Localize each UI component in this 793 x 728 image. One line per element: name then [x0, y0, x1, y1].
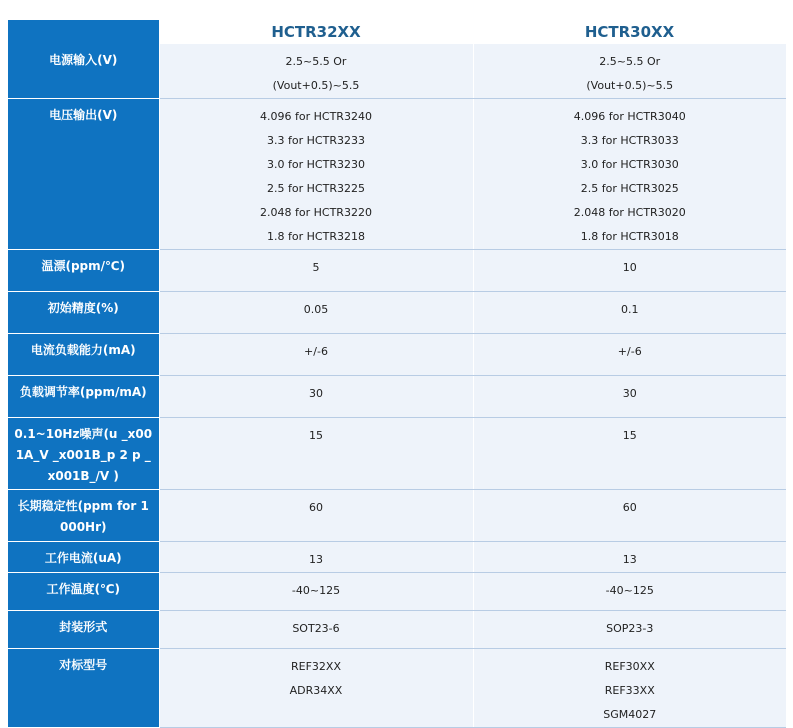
cell-value: REF33XX [604, 684, 655, 697]
cell-value: ADR34XX [289, 684, 343, 697]
cell-hctr32xx [159, 542, 473, 573]
table-row [8, 542, 786, 573]
table-row [8, 99, 786, 250]
cell-hctr30xx [473, 376, 786, 418]
header-hctr32xx: HCTR32XX [159, 20, 473, 44]
header-corner [8, 20, 159, 44]
cell-value: -40~125 [605, 584, 654, 597]
cell-value: 0.05 [303, 303, 329, 316]
cell-value: +/-6 [304, 345, 328, 358]
row-label: 负载调节率(ppm/mA) [8, 376, 159, 418]
cell-hctr30xx [473, 99, 786, 250]
cell-hctr30xx [473, 490, 786, 542]
cell-value: 13 [309, 553, 323, 566]
row-label: 工作温度(℃) [8, 573, 159, 611]
row-label: 长期稳定性(ppm for 1000Hr) [8, 490, 159, 542]
cell-value: 2.5 for HCTR3025 [580, 182, 679, 195]
row-label: 工作电流(uA) [8, 542, 159, 573]
cell-value: 4.096 for HCTR3240 [260, 110, 372, 123]
cell-value: 3.0 for HCTR3230 [267, 158, 365, 171]
cell-value: SOP23-3 [606, 622, 654, 635]
table-row [8, 250, 786, 292]
row-label: 电源输入(V) [8, 44, 159, 99]
cell-value: 15 [622, 429, 637, 442]
cell-value: 30 [622, 387, 637, 400]
cell-value: 1.8 for HCTR3018 [580, 230, 679, 243]
cell-value: (Vout+0.5)~5.5 [272, 79, 360, 92]
cell-value: 30 [309, 387, 323, 400]
cell-value: REF30XX [604, 660, 655, 673]
header-row [8, 20, 786, 44]
cell-value: 10 [622, 261, 637, 274]
table-row [8, 334, 786, 376]
cell-hctr32xx [159, 99, 473, 250]
row-label: 电压输出(V) [8, 99, 159, 250]
cell-hctr32xx [159, 611, 473, 649]
row-label: 0.1~10Hz噪声(u _x001A_V _x001B_p 2 p _x001B_/V ) [8, 418, 159, 490]
cell-value: 1.8 for HCTR3218 [267, 230, 365, 243]
table-row [8, 611, 786, 649]
cell-hctr32xx [159, 573, 473, 611]
cell-value: -40~125 [291, 584, 341, 597]
row-label: 封装形式 [8, 611, 159, 649]
cell-hctr30xx [473, 250, 786, 292]
cell-value: SOT23-6 [292, 622, 340, 635]
cell-hctr30xx [473, 611, 786, 649]
header-hctr30xx: HCTR30XX [473, 20, 786, 44]
cell-hctr30xx [473, 44, 786, 99]
row-label: 对标型号 [8, 649, 159, 728]
cell-value: 5 [312, 261, 320, 274]
table-row [8, 649, 786, 728]
cell-hctr30xx [473, 573, 786, 611]
cell-value: 3.0 for HCTR3030 [580, 158, 679, 171]
cell-hctr32xx [159, 292, 473, 334]
row-label: 电流负载能力(mA) [8, 334, 159, 376]
cell-hctr32xx [159, 334, 473, 376]
cell-hctr32xx [159, 490, 473, 542]
cell-value: +/-6 [617, 345, 642, 358]
cell-value: 2.5 for HCTR3225 [267, 182, 365, 195]
cell-hctr32xx [159, 376, 473, 418]
spec-comparison-table [8, 20, 786, 728]
cell-value: (Vout+0.5)~5.5 [586, 79, 674, 92]
table-row [8, 292, 786, 334]
cell-value: 2.048 for HCTR3020 [573, 206, 686, 219]
cell-value: 3.3 for HCTR3233 [267, 134, 365, 147]
row-label: 温漂(ppm/℃) [8, 250, 159, 292]
row-label: 初始精度(%) [8, 292, 159, 334]
table-row [8, 573, 786, 611]
cell-value: 2.048 for HCTR3220 [260, 206, 372, 219]
cell-hctr30xx [473, 418, 786, 490]
table-row [8, 44, 786, 99]
cell-hctr32xx [159, 250, 473, 292]
cell-hctr32xx [159, 44, 473, 99]
cell-value: 3.3 for HCTR3033 [580, 134, 679, 147]
cell-hctr30xx [473, 649, 786, 728]
cell-value: 13 [622, 553, 637, 566]
cell-value: 60 [622, 501, 637, 514]
cell-value: 4.096 for HCTR3040 [573, 110, 686, 123]
cell-value: 15 [309, 429, 323, 442]
cell-value: 0.1 [621, 303, 639, 316]
cell-hctr32xx [159, 418, 473, 490]
cell-value: 60 [309, 501, 323, 514]
cell-hctr30xx [473, 334, 786, 376]
cell-value: 2.5~5.5 Or [285, 55, 347, 68]
cell-value: SGM4027 [603, 708, 657, 721]
cell-hctr32xx [159, 649, 473, 728]
table-row [8, 418, 786, 490]
cell-value: REF32XX [291, 660, 341, 673]
table-row [8, 376, 786, 418]
cell-value: 2.5~5.5 Or [599, 55, 661, 68]
cell-hctr30xx [473, 542, 786, 573]
table-row [8, 490, 786, 542]
cell-hctr30xx [473, 292, 786, 334]
